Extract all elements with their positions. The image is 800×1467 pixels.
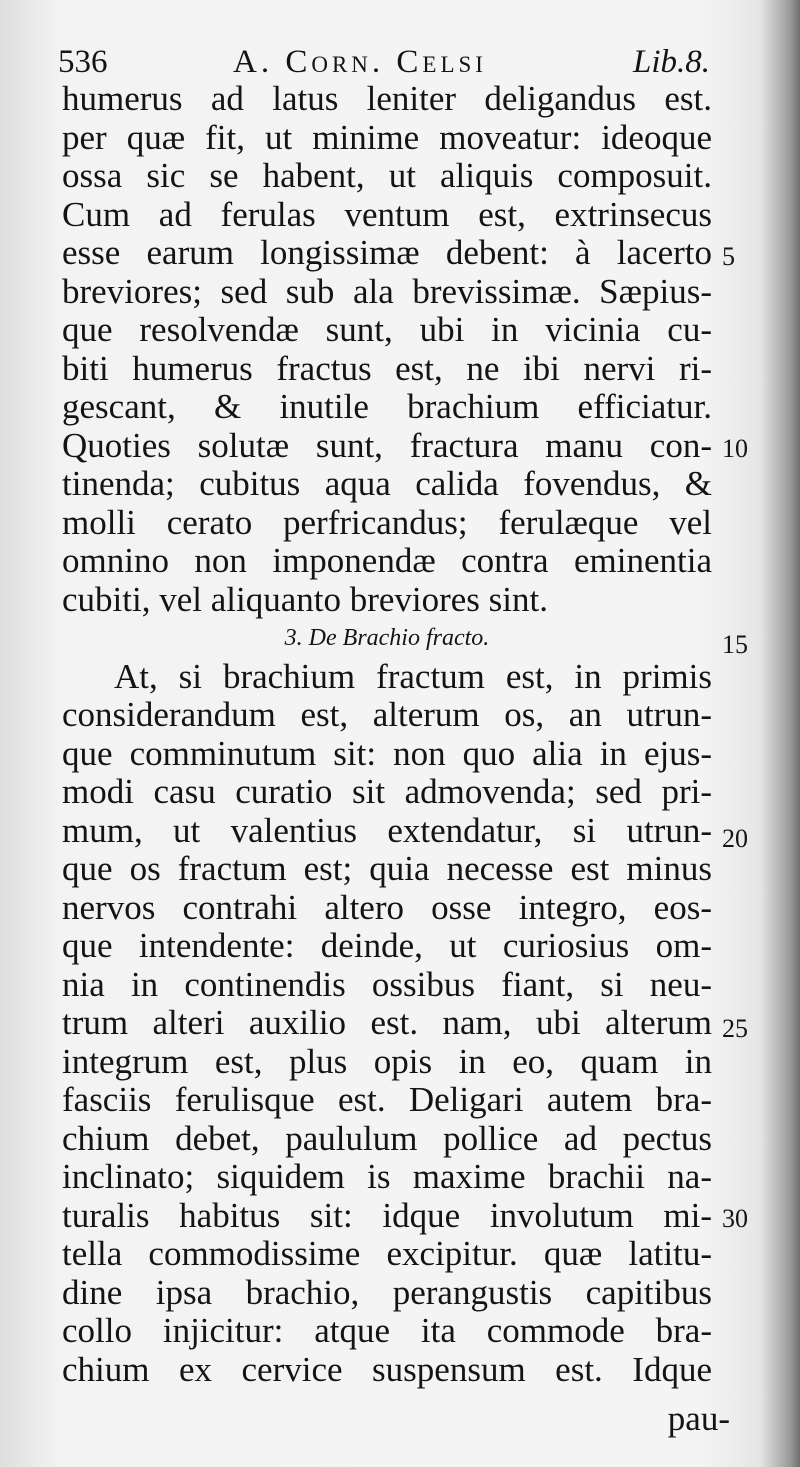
- line-number-5: 5: [722, 242, 735, 271]
- line-number-10: 10: [722, 434, 748, 463]
- text-line: integrum est, plus opis in eo, quam in: [62, 1041, 712, 1081]
- text-line: fasciis ferulisque est. Deligari autem bra-: [62, 1080, 712, 1119]
- section-heading: 3. De Brachio fracto.: [284, 625, 490, 651]
- text-line: mum, ut valentius extendatur, si utrun-: [62, 810, 712, 850]
- text-line: que resolvendæ sunt, ubi in vicinia cu-: [62, 310, 712, 349]
- text-line: cubiti, vel aliquanto breviores sint.: [62, 579, 549, 619]
- text-line: Quoties solutæ sunt, fractura manu con-: [62, 425, 712, 465]
- text-line: tinenda; cubitus aqua calida fovendus, &: [62, 464, 712, 503]
- text-line: que intendente: deinde, ut curiosius om-: [62, 926, 712, 965]
- text-line: chium debet, paululum pollice ad pectus: [62, 1118, 712, 1158]
- book-number: Lib.8.: [632, 44, 710, 80]
- running-title: A. Corn. Celsi: [233, 44, 487, 80]
- text-line: ossa sic se habent, ut aliquis composuit.: [62, 156, 712, 195]
- text-line: per quæ fit, ut minime moveatur: ideoque: [62, 117, 712, 157]
- line-number-20: 20: [722, 824, 748, 853]
- text-line: dine ipsa brachio, perangustis capitibus: [62, 1272, 712, 1312]
- line-number-30: 30: [722, 1204, 748, 1233]
- text-line: biti humerus fractus est, ne ibi nervi ri-: [62, 348, 712, 388]
- text-line: que comminutum sit: non quo alia in ejus-: [62, 733, 712, 773]
- text-line: humerus ad latus leniter deligandus est.: [62, 79, 712, 118]
- text-line: trum alteri auxilio est. nam, ubi alterum: [62, 1003, 712, 1042]
- text-line: modi casu curatio sit admovenda; sed pri-: [62, 772, 712, 811]
- text-line: nervos contrahi altero osse integro, eos-: [62, 887, 712, 927]
- text-line: collo injicitur: atque ita commode bra-: [62, 1311, 712, 1350]
- text-line: turalis habitus sit: idque involutum mi-: [62, 1195, 712, 1235]
- catchword: pau-: [667, 1399, 730, 1438]
- line-number-15: 15: [722, 630, 748, 659]
- text-line: tella commodissime excipitur. quæ latitu-: [62, 1234, 712, 1273]
- text-line: At, si brachium fractum est, in primis: [114, 656, 712, 696]
- text-block: [62, 80, 712, 1389]
- text-line: breviores; sed sub ala brevissimæ. Sæpius-: [62, 271, 712, 311]
- text-line: esse earum longissimæ debent: à lacerto: [62, 233, 712, 272]
- text-line: gescant, & inutile brachium efficiatur.: [62, 387, 712, 426]
- text-line: nia in continendis ossibus fiant, si neu-: [62, 964, 712, 1004]
- text-line: considerandum est, alterum os, an utrun-: [62, 695, 712, 734]
- line-number-25: 25: [722, 1014, 748, 1043]
- text-line: omnino non imponendæ contra eminentia: [62, 541, 712, 580]
- text-line: molli cerato perfricandus; ferulæque vel: [62, 502, 712, 542]
- text-line: Cum ad ferulas ventum est, extrinsecus: [62, 194, 712, 234]
- text-line: que os fractum est; quia necesse est minus: [62, 849, 712, 888]
- text-line: inclinato; siquidem is maxime brachii na-: [62, 1157, 712, 1196]
- page-number: 536: [58, 44, 108, 80]
- text-line: chium ex cervice suspensum est. Idque: [62, 1349, 712, 1389]
